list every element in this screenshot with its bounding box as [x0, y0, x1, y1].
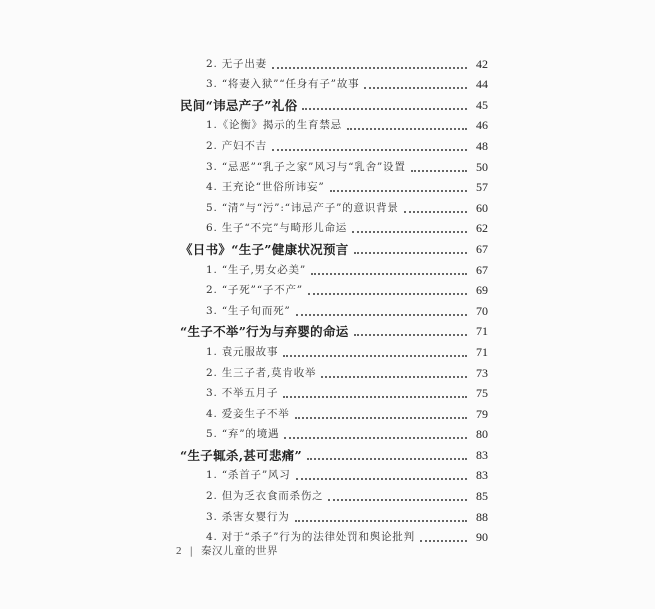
toc-page-number: 85 [476, 489, 488, 504]
toc-entry-title: 1. 袁元服故事 [206, 345, 279, 358]
dot-leader [354, 334, 467, 336]
toc-page-number: 71 [476, 344, 488, 359]
toc-subentry [180, 464, 488, 485]
toc-section-entry [180, 237, 488, 258]
toc-page-number: 45 [476, 97, 488, 112]
toc-subentry [180, 505, 488, 526]
toc-entry-title: 2. 生三子者,莫肯收举 [206, 366, 317, 379]
dot-leader [295, 417, 467, 419]
footer-separator: | [189, 544, 194, 557]
toc-section-entry [180, 93, 488, 114]
toc-subentry [180, 382, 488, 403]
toc-page-number: 80 [476, 427, 488, 442]
toc-entry-title: 5. “弃”的境遇 [206, 428, 280, 441]
toc-page-number: 46 [476, 118, 488, 133]
dot-leader [308, 293, 467, 295]
toc-subentry [180, 279, 488, 300]
toc-page-number: 79 [476, 406, 488, 421]
dot-leader [420, 540, 467, 542]
toc-entry-title: 3. “生子旬而死” [206, 304, 291, 317]
toc-subentry [180, 114, 488, 135]
toc-entry-title: 6. 生子“不完”与畸形儿命运 [206, 222, 348, 235]
toc-entry-title: 1. “杀首子”风习 [206, 469, 291, 482]
dot-leader [302, 108, 467, 110]
dot-leader [272, 149, 467, 151]
dot-leader [411, 170, 467, 172]
toc-page-number: 71 [476, 324, 488, 339]
dot-leader [404, 211, 467, 213]
footer-page-number: 2 [176, 544, 182, 557]
toc-subentry [180, 176, 488, 197]
toc-subentry [180, 299, 488, 320]
dot-leader [296, 314, 467, 316]
toc-subentry [180, 52, 488, 73]
dot-leader [272, 67, 467, 69]
toc-subentry [180, 155, 488, 176]
toc-entry-title: “生子不举”行为与弃婴的命运 [180, 324, 349, 340]
toc-subentry [180, 134, 488, 155]
dot-leader [330, 190, 468, 192]
toc-entry-title: “生子辄杀,甚可悲痛” [180, 447, 303, 463]
toc-entry-title: 《日书》“生子”健康状况预言 [180, 241, 349, 257]
page-footer [176, 543, 278, 558]
toc-entry-title: 4. 爱妾生子不举 [206, 407, 290, 420]
toc-section-entry [180, 320, 488, 341]
toc-entry-title: 3. “忌恶”“乳子之家”风习与“乳舍”设置 [206, 160, 406, 173]
dot-leader [307, 458, 467, 460]
toc-entry-title: 1.《论衡》揭示的生育禁忌 [206, 119, 342, 132]
toc-entry-title: 5. “清”与“污”:“讳忌产子”的意识背景 [206, 201, 399, 214]
toc-subentry [180, 340, 488, 361]
dot-leader [283, 396, 467, 398]
toc-entry-title: 3. 不举五月子 [206, 387, 279, 400]
toc-subentry [180, 423, 488, 444]
toc-page-number: 69 [476, 283, 488, 298]
toc-section-entry [180, 443, 488, 464]
toc-entry-title: 2. 产妇不吉 [206, 139, 267, 152]
toc-subentry [180, 484, 488, 505]
toc-page-number: 50 [476, 159, 488, 174]
toc-entry-title: 3. “将妻入狱”“任身有子”故事 [206, 78, 360, 91]
dot-leader [283, 355, 467, 357]
toc-page-number: 90 [476, 530, 488, 545]
toc-entry-title: 1. “生子,男女必美” [206, 263, 307, 276]
toc-page-number: 67 [476, 262, 488, 277]
toc-page-number: 42 [476, 56, 488, 71]
toc-subentry [180, 196, 488, 217]
dot-leader [311, 273, 467, 275]
toc-subentry [180, 217, 488, 238]
table-of-contents [180, 52, 488, 546]
toc-page-number: 88 [476, 509, 488, 524]
toc-page-number: 83 [476, 447, 488, 462]
dot-leader [328, 499, 467, 501]
toc-page-number: 60 [476, 200, 488, 215]
dot-leader [352, 231, 467, 233]
toc-page-number: 44 [476, 77, 488, 92]
toc-page-number: 67 [476, 241, 488, 256]
toc-page-number: 75 [476, 386, 488, 401]
toc-page-number: 48 [476, 138, 488, 153]
toc-page-number: 73 [476, 365, 488, 380]
toc-page-number: 83 [476, 468, 488, 483]
dot-leader [296, 478, 467, 480]
toc-entry-title: 2. 但为乏衣食而杀伤之 [206, 490, 324, 503]
toc-entry-title: 2. “子死”“子不产” [206, 284, 303, 297]
dot-leader [354, 252, 467, 254]
dot-leader [364, 87, 467, 89]
toc-page-number: 57 [476, 180, 488, 195]
toc-subentry [180, 258, 488, 279]
dot-leader [295, 520, 467, 522]
toc-entry-title: 4. 对于“杀子”行为的法律处罚和舆论批判 [206, 531, 415, 544]
footer-book-title: 秦汉儿童的世界 [201, 545, 279, 557]
toc-entry-title: 4. 王充论“世俗所讳妄” [206, 181, 325, 194]
toc-page-number: 70 [476, 303, 488, 318]
toc-entry-title: 3. 杀害女婴行为 [206, 510, 290, 523]
toc-page-number: 62 [476, 221, 488, 236]
dot-leader [347, 128, 467, 130]
toc-subentry [180, 402, 488, 423]
toc-subentry [180, 361, 488, 382]
toc-entry-title: 2. 无子出妻 [206, 57, 267, 70]
dot-leader [284, 437, 467, 439]
dot-leader [321, 376, 467, 378]
toc-entry-title: 民间“讳忌产子”礼俗 [180, 97, 298, 113]
toc-subentry [180, 73, 488, 94]
